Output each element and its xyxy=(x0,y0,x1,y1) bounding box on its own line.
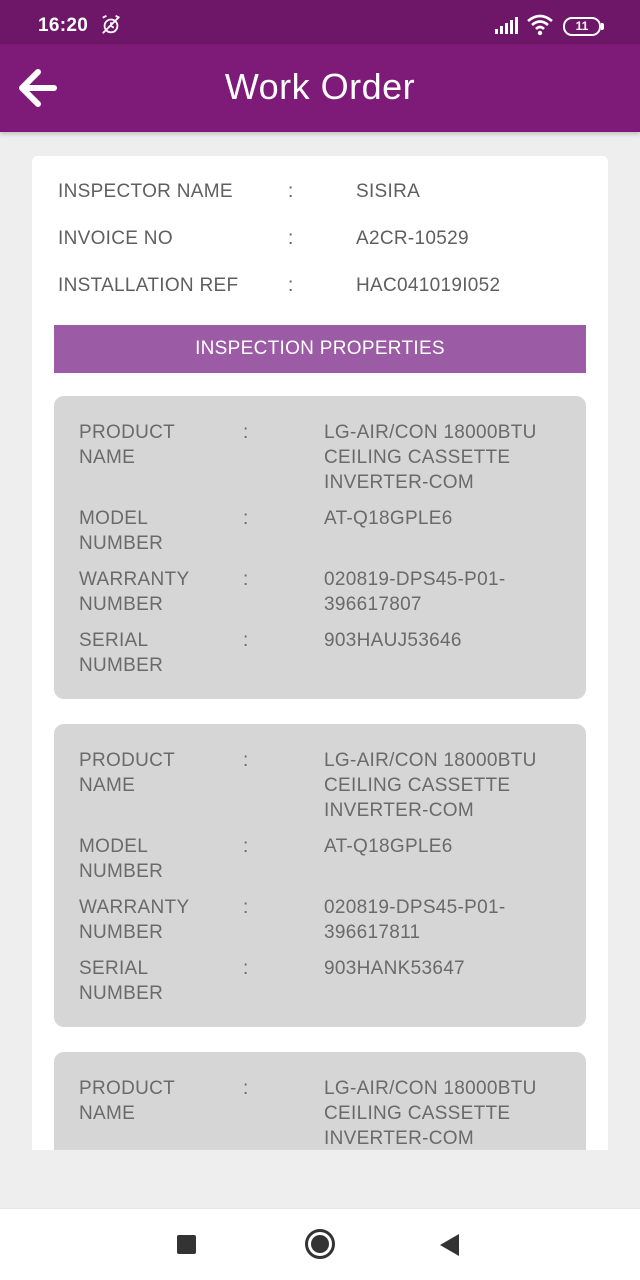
separator: : xyxy=(243,630,249,651)
recents-square-icon[interactable] xyxy=(177,1235,196,1254)
inspector-name-value: SISIRA xyxy=(356,181,421,202)
serial-number-label: SERIAL NUMBER xyxy=(79,630,164,676)
installation-ref-label: INSTALLATION REF xyxy=(58,275,239,296)
product-name-label: PRODUCT NAME xyxy=(79,750,175,796)
product-card[interactable] xyxy=(54,396,586,699)
invoice-no-row xyxy=(58,228,588,258)
model-number-value: AT-Q18GPLE6 xyxy=(324,836,453,857)
product-name-label: PRODUCT NAME xyxy=(79,1078,175,1124)
serial-number-value: 903HANK53647 xyxy=(324,958,465,979)
battery-icon: 11 xyxy=(563,17,601,36)
separator: : xyxy=(288,181,294,202)
alarm-off-icon xyxy=(100,14,122,36)
product-name-value: LG-AIR/CON 18000BTU CEILING CASSETTE INVERTER-COM xyxy=(324,1078,537,1149)
separator: : xyxy=(243,569,249,590)
system-nav-bar xyxy=(0,1208,640,1280)
wifi-icon xyxy=(527,14,553,36)
invoice-no-value: A2CR-10529 xyxy=(356,228,469,249)
separator: : xyxy=(243,508,249,529)
inspector-name-label: INSPECTOR NAME xyxy=(58,181,233,202)
warranty-number-label: WARRANTY NUMBER xyxy=(79,897,190,943)
model-number-label: MODEL NUMBER xyxy=(79,508,164,554)
serial-number-label: SERIAL NUMBER xyxy=(79,958,164,1004)
separator: : xyxy=(243,897,249,918)
separator: : xyxy=(243,422,249,443)
status-time: 16:20 xyxy=(38,15,89,36)
separator: : xyxy=(288,228,294,249)
model-number-value: AT-Q18GPLE6 xyxy=(324,508,453,529)
separator: : xyxy=(243,750,249,771)
product-name-value: LG-AIR/CON 18000BTU CEILING CASSETTE INVERTER-COM xyxy=(324,422,537,493)
separator: : xyxy=(243,1078,249,1099)
separator: : xyxy=(288,275,294,296)
back-triangle-icon[interactable] xyxy=(440,1234,459,1256)
invoice-no-label: INVOICE NO xyxy=(58,228,173,249)
product-name-value: LG-AIR/CON 18000BTU CEILING CASSETTE INVERTER-COM xyxy=(324,750,537,821)
page-title: Work Order xyxy=(224,66,416,107)
product-card[interactable] xyxy=(54,1052,586,1150)
status-bar xyxy=(0,0,640,44)
signal-icon xyxy=(494,16,518,34)
warranty-number-label: WARRANTY NUMBER xyxy=(79,569,190,615)
model-number-label: MODEL NUMBER xyxy=(79,836,164,882)
installation-ref-value: HAC041019I052 xyxy=(356,275,501,296)
app-bar xyxy=(0,44,640,132)
warranty-number-value: 020819-DPS45-P01-396617811 xyxy=(324,897,506,943)
serial-number-value: 903HAUJ53646 xyxy=(324,630,462,651)
product-card[interactable] xyxy=(54,724,586,1027)
home-circle-icon[interactable] xyxy=(305,1229,335,1259)
product-name-label: PRODUCT NAME xyxy=(79,422,175,468)
separator: : xyxy=(243,958,249,979)
inspector-name-row xyxy=(58,181,588,211)
installation-ref-row xyxy=(58,275,588,305)
separator: : xyxy=(243,836,249,857)
warranty-number-value: 020819-DPS45-P01-396617807 xyxy=(324,569,506,615)
work-order-content xyxy=(32,156,608,1150)
inspection-properties-header: INSPECTION PROPERTIES xyxy=(54,325,586,373)
